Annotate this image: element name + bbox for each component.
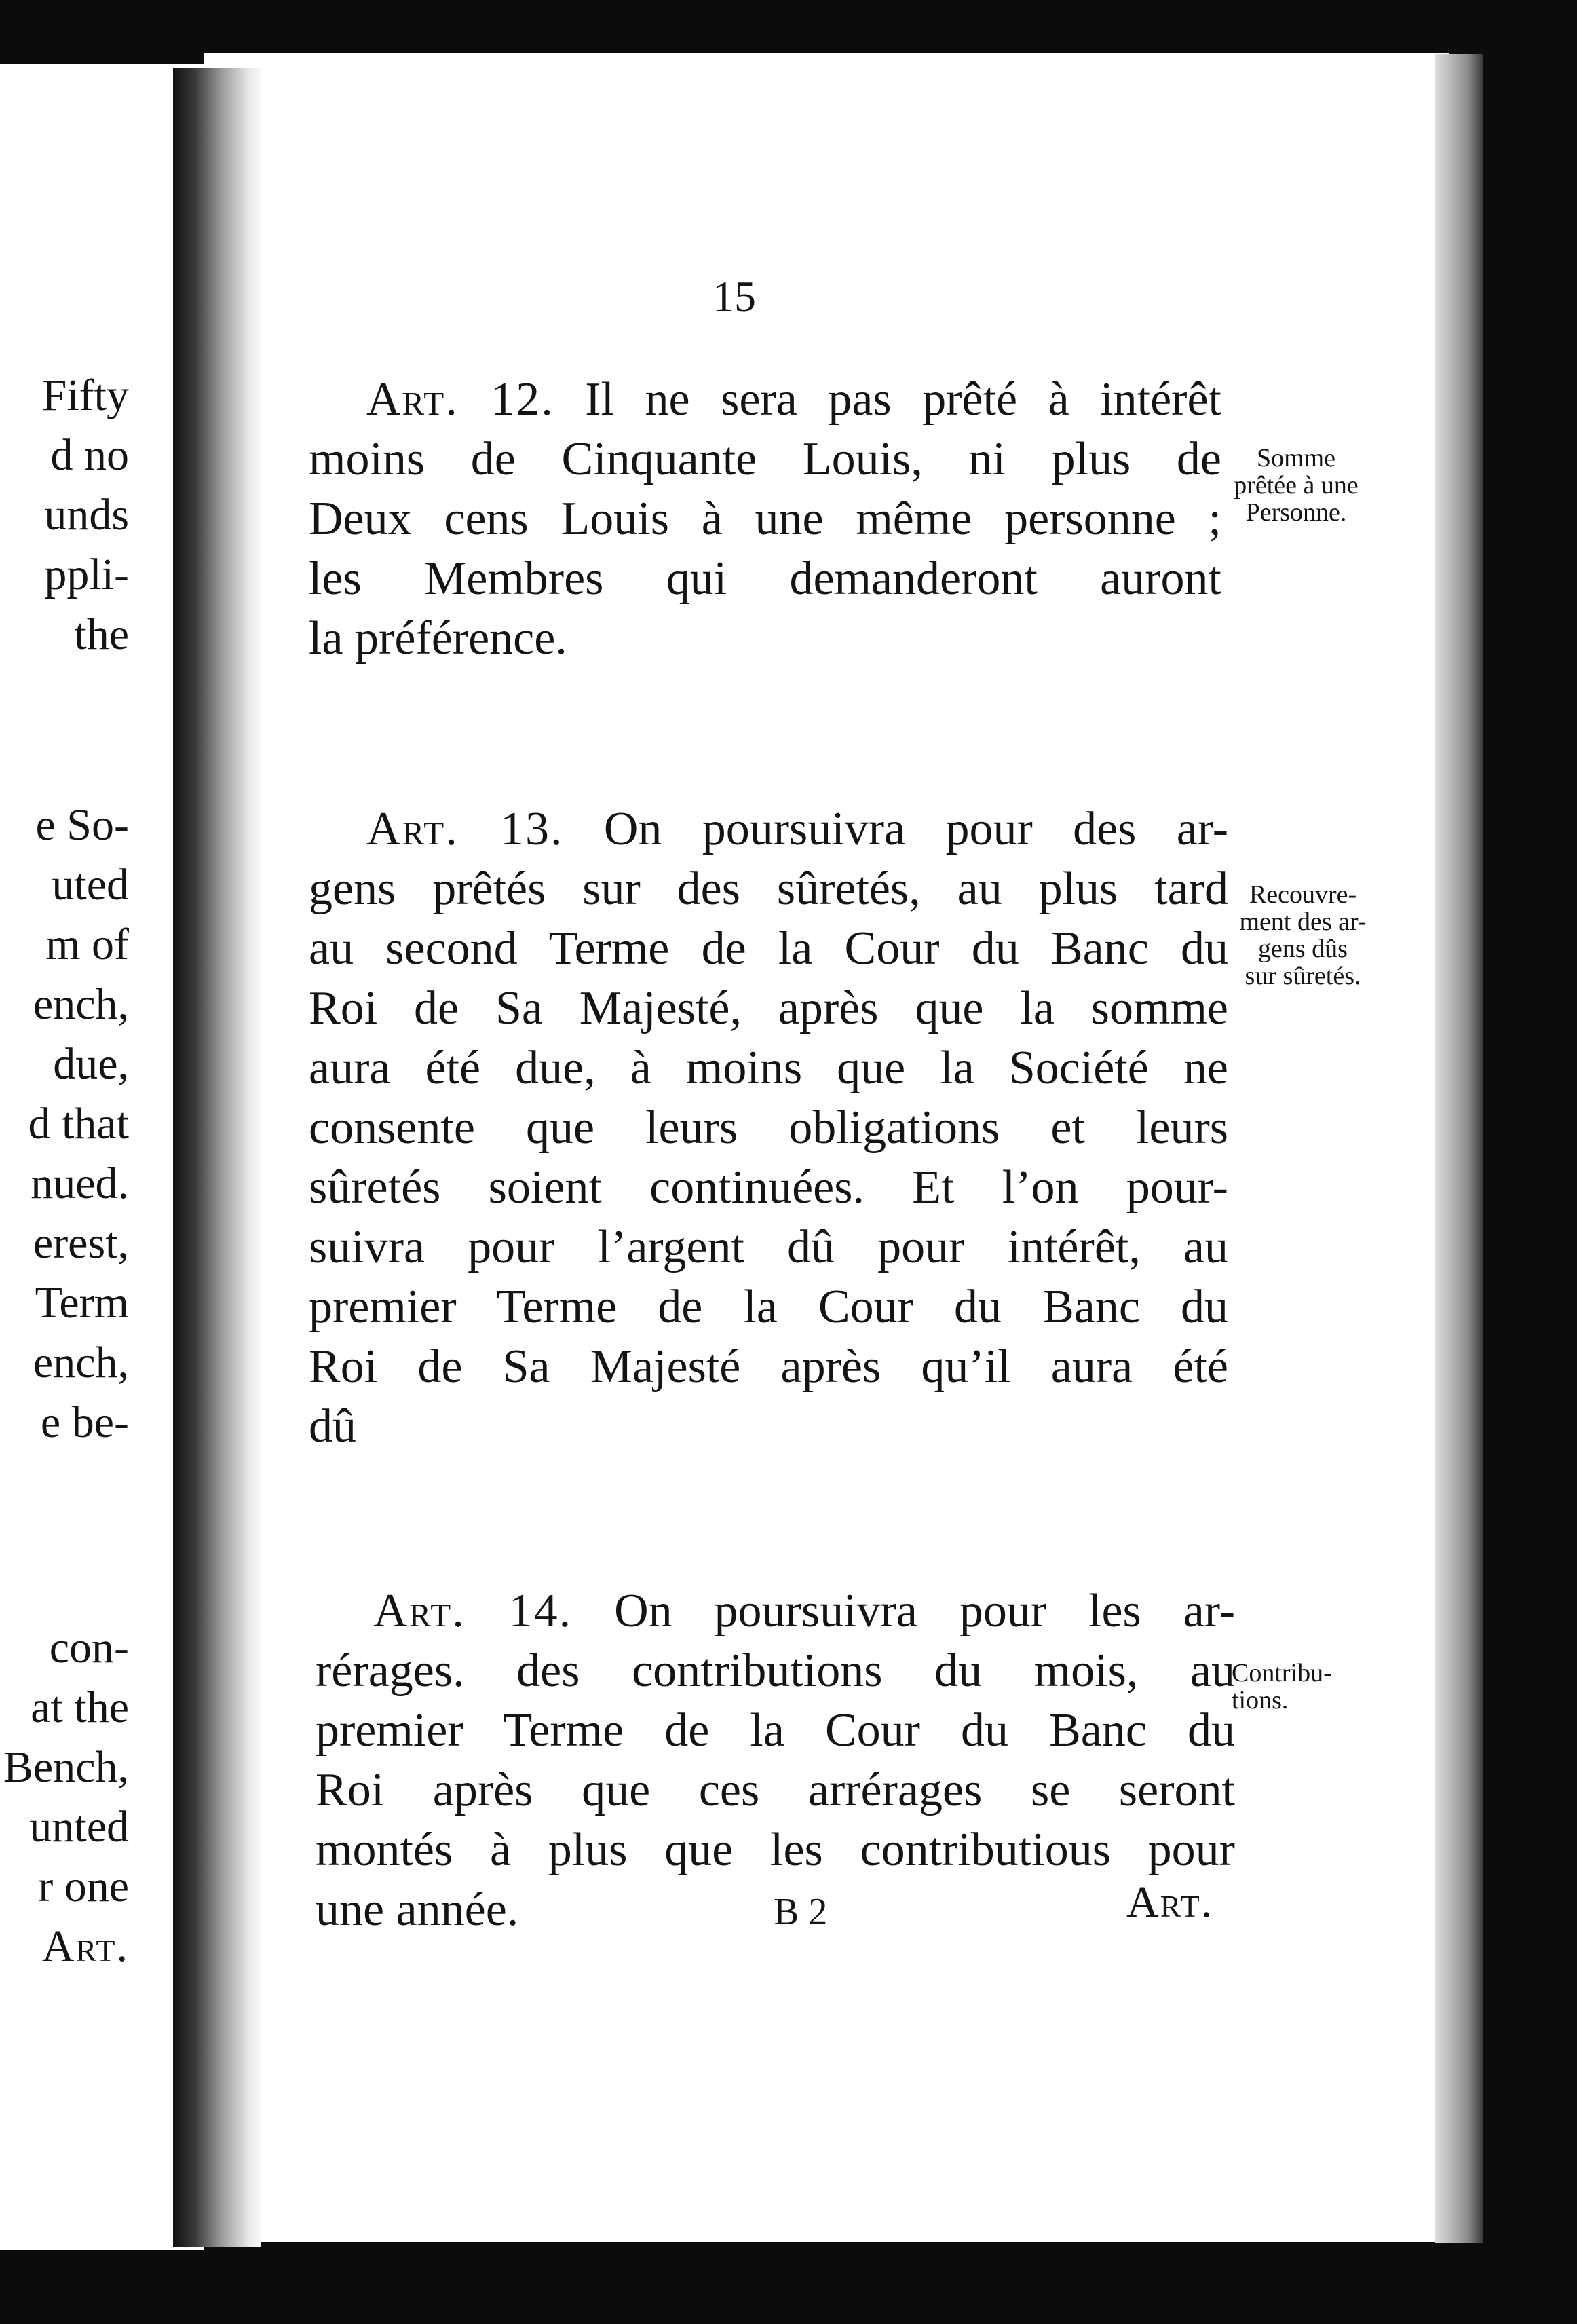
article-line: Roi de Sa Majesté, après que la somme	[309, 982, 1228, 1034]
article-line: sûretés soient continuées. Et l’on pour-	[309, 1161, 1228, 1214]
left-page-line: unds	[44, 490, 129, 540]
article-label: Art. 14.	[373, 1585, 573, 1637]
article-line: On poursuivra pour les ar-	[614, 1585, 1235, 1637]
left-page-line: erest,	[33, 1218, 129, 1268]
article-line: au second Terme de la Cour du Banc du	[309, 922, 1228, 975]
article-line: gens prêtés sur des sûretés, au plus tard	[309, 863, 1228, 915]
left-page-line: ench,	[33, 1338, 129, 1387]
left-page-line: Bench,	[3, 1742, 129, 1792]
article-first-line	[316, 1581, 1235, 1641]
marginal-note-line: tions.	[1232, 1686, 1289, 1714]
page-edge	[1435, 54, 1483, 2243]
left-page-line: ppli-	[44, 550, 129, 599]
article-first-line	[309, 370, 1221, 430]
left-page-line: e So-	[35, 800, 129, 850]
marginal-note-line: prêtée à une	[1234, 471, 1358, 500]
article-line: premier Terme de la Cour du Banc du	[316, 1704, 1235, 1757]
left-page-line: Term	[35, 1278, 129, 1328]
left-page-line: d no	[50, 430, 129, 480]
article-line: suivra pour l’argent dû pour intérêt, au	[309, 1221, 1228, 1273]
left-page-line: the	[74, 610, 129, 659]
article-label: Art. 12.	[366, 373, 554, 426]
marginal-note-line: Recouvre-	[1249, 880, 1357, 909]
left-page-line: nued.	[31, 1159, 129, 1208]
article-line: aura été due, à moins que la Société ne	[309, 1042, 1228, 1094]
left-page-line: e be-	[40, 1398, 129, 1447]
article-line: consente que leurs obligations et leurs	[309, 1102, 1228, 1154]
article-line: une année.	[316, 1883, 519, 1936]
marginal-note-line: Somme	[1256, 444, 1336, 472]
marginal-note	[1232, 1660, 1388, 1714]
left-page-line: con-	[49, 1623, 129, 1672]
article-line: montés à plus que les contributious pour	[316, 1824, 1235, 1876]
article-line: rérages. des contributions du mois, au	[316, 1645, 1235, 1697]
article-line: Roi de Sa Majesté après qu’il aura été	[309, 1341, 1228, 1393]
article-13	[309, 800, 1228, 1457]
page-number: 15	[712, 272, 756, 320]
article-first-line	[309, 800, 1228, 859]
article-line: Il ne sera pas prêté à intérêt	[585, 373, 1221, 426]
article-line: Deux cens Louis à une même personne ;	[309, 493, 1221, 545]
signature-mark: B 2	[774, 1891, 828, 1933]
left-page-line: uted	[52, 860, 129, 910]
article-label: Art. 13.	[366, 803, 564, 855]
book-gutter	[173, 68, 261, 2247]
article-line: On poursuivra pour des ar-	[603, 803, 1228, 855]
article-line: la préférence.	[309, 612, 567, 664]
left-page-line: ench,	[33, 979, 129, 1029]
left-page-line: Fifty	[41, 371, 129, 420]
left-page-line: d that	[28, 1099, 129, 1148]
marginal-note-line: ment des ar-	[1239, 907, 1367, 936]
marginal-note-line: Contribu-	[1232, 1659, 1332, 1687]
left-page-line: m of	[45, 920, 129, 969]
article-line: moins de Cinquante Louis, ni plus de	[309, 433, 1221, 485]
article-line: dû	[309, 1400, 356, 1452]
marginal-note-line: gens dûs	[1258, 935, 1348, 963]
article-line: Roi après que ces arrérages se seront	[316, 1764, 1235, 1816]
left-page-catchword: Art.	[41, 1922, 129, 1971]
marginal-note-line: Personne.	[1245, 498, 1347, 527]
article-line: premier Terme de la Cour du Banc du	[309, 1281, 1228, 1333]
article-line: les Membres qui demanderont auront	[309, 552, 1221, 605]
article-12	[309, 370, 1221, 669]
left-page-line: at the	[31, 1683, 129, 1732]
left-page-line: unted	[29, 1802, 129, 1852]
left-page-line: due,	[53, 1039, 129, 1089]
marginal-note	[1218, 881, 1388, 990]
marginal-note	[1201, 445, 1391, 526]
left-page-line: r one	[38, 1862, 129, 1911]
article-14	[316, 1581, 1235, 1940]
catchword: Art.	[1126, 1877, 1214, 1927]
marginal-note-line: sur sûretés.	[1244, 962, 1361, 990]
